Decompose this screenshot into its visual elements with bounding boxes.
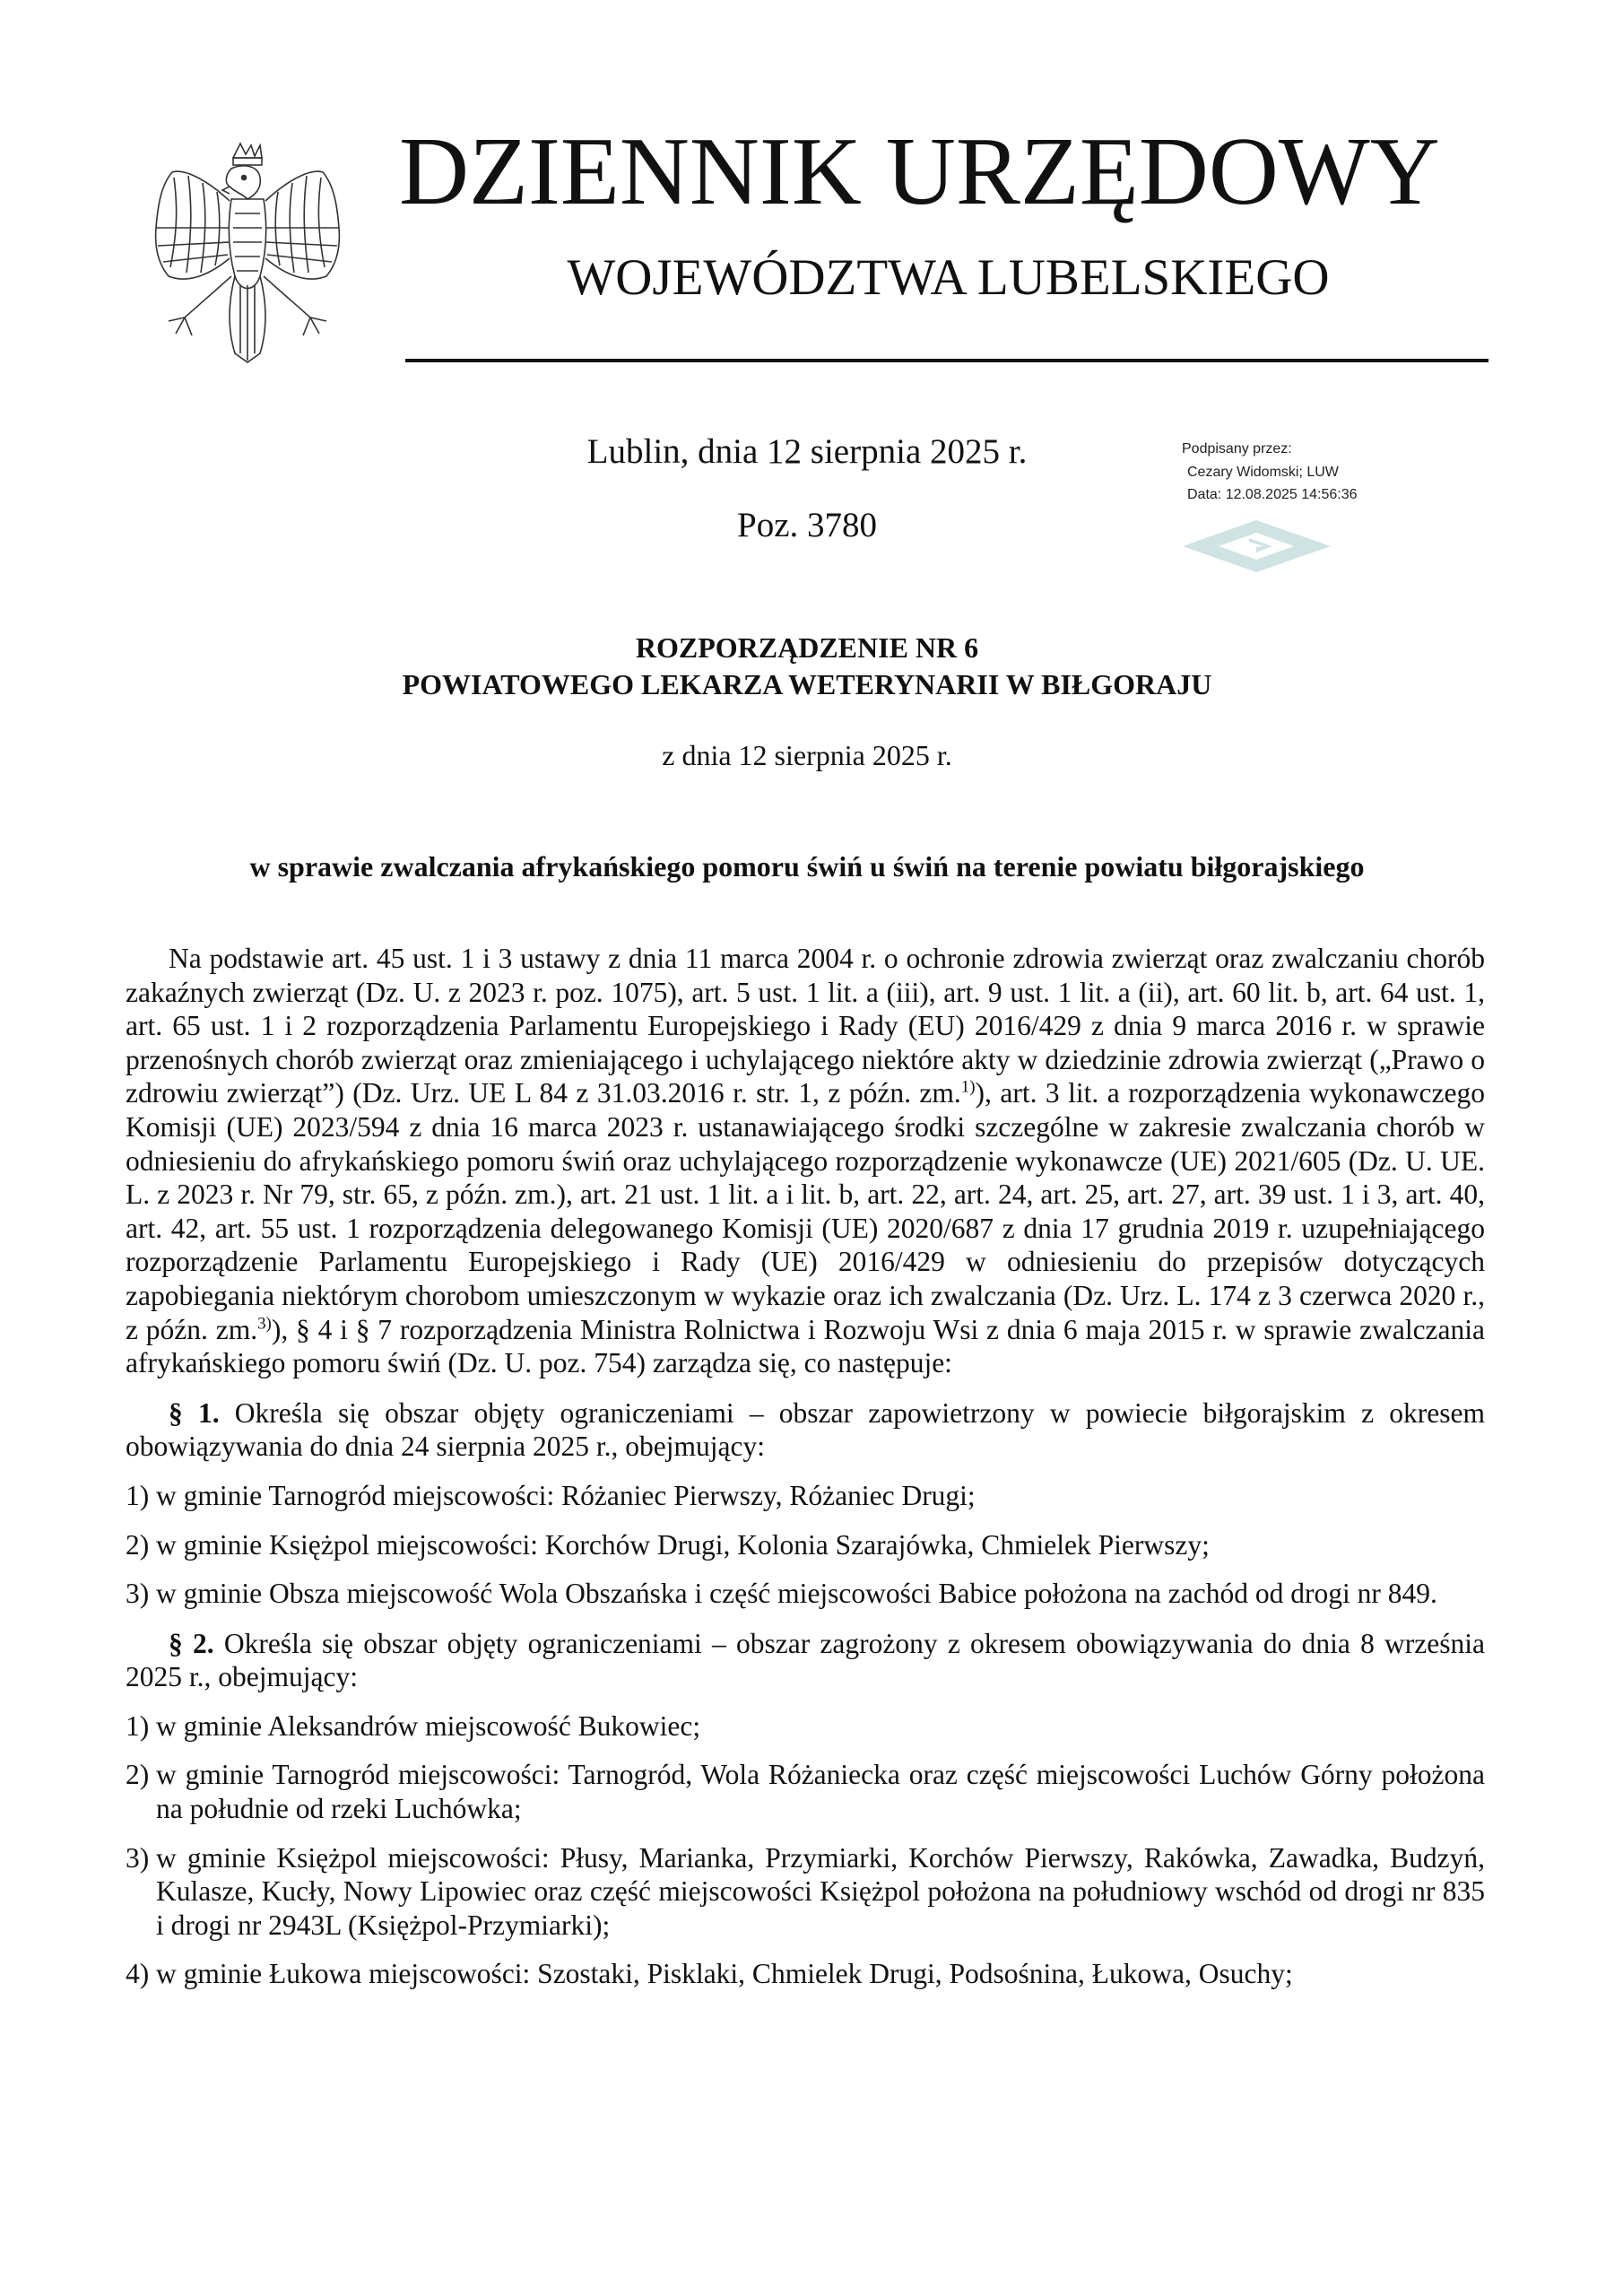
act-date: z dnia 12 sierpnia 2025 r. (662, 739, 952, 771)
list-item-text: w gminie Księżpol miejscowości: Korchów Drugi, Kolonia Szarajówka, Chmielek Pierwszy; (156, 1528, 1210, 1561)
list-item-text: w gminie Obsza miejscowość Wola Obszańska i część miejscowości Babice położona na zachód od drogi nr 849. (156, 1578, 1437, 1610)
list-item (126, 1479, 1485, 1513)
polish-eagle-emblem-icon (142, 142, 353, 366)
list-item-number: 1) (126, 1709, 150, 1742)
list-item (126, 1577, 1485, 1611)
act-type: ROZPORZĄDZENIE NR 6 (635, 631, 979, 664)
section-1-list (126, 1479, 1485, 1611)
list-item-number: 2) (126, 1759, 150, 1791)
position-number: Poz. 3780 (737, 506, 877, 544)
section-1 (126, 1396, 1485, 1464)
signature-signer: Cezary Widomski; LUW (1187, 465, 1339, 480)
list-item-text: w gminie Tarnogród miejscowości: Różaniec Pierwszy, Różaniec Drugi; (156, 1479, 976, 1511)
signature-label: Podpisany przez: (1182, 441, 1292, 457)
list-item (126, 1957, 1485, 1991)
legal-basis-text-2: ), art. 3 lit. a rozporządzenia wykonawczego Komisji (UE) 2023/594 z dnia 16 marca 2023 r. ustanawiającego środki szczególne w zakresie zwalczania chorób w odniesieniu do afrykańskiego pomoru świń oraz uchylającego rozporządzenie wykonawcze (UE) 2021/605 (Dz. U. UE. L. z 2023 r. Nr 79, str. 65, z późn. zm.), art. 21 ust. 1 lit. a i lit. b, art. 22, art. 24, art. 25, art. 27, art. 39 ust. 1 i 3, art. 40, art. 42, art. 55 ust. 1 rozporządzenia delegowanego Komisji (UE) 2020/687 z dnia 17 grudnia 2019 r. uzupełniającego rozporządzenie Parlamentu Europejskiego i Rady (UE) 2016/429 w odniesieniu do przepisów dotyczących zapobiegania niektórym chorobom umieszczonym w wykazie oraz ich zwalczania (Dz. Urz. L. 174 z 3 czerwca 2020 r., z późn. zm. (126, 1077, 1485, 1345)
place-date: Lublin, dnia 12 sierpnia 2025 r. (586, 432, 1028, 471)
list-item-text: w gminie Księżpol miejscowości: Płusy, Marianka, Przymiarki, Korchów Pierwszy, Rakówka, Zawadka, Budzyń, Kulasze, Kucły, Nowy Lipowiec oraz część miejscowości Księżpol położona na południowy wschód od drogi nr 835 i drogi nr 2943L (Księżpol-Przymiarki); (156, 1841, 1485, 1941)
section-mark: § 1. (169, 1396, 220, 1429)
section-2-list (126, 1709, 1485, 1991)
list-item-number: 4) (126, 1958, 150, 1990)
signature-stamp-icon (1183, 520, 1331, 572)
section-mark: § 2. (169, 1627, 214, 1659)
section-text: Określa się obszar objęty ograniczeniami – obszar zapowietrzony w powiecie biłgorajskim z okresem obowiązywania do dnia 24 sierpnia 2025 r., obejmujący: (126, 1396, 1485, 1463)
list-item-text: w gminie Aleksandrów miejscowość Bukowiec; (156, 1709, 701, 1742)
list-item-number: 3) (126, 1841, 150, 1874)
list-item-text: w gminie Tarnogród miejscowości: Tarnogród, Wola Różaniecka oraz część miejscowości Luchów Górny położona na południe od rzeki Luchówka; (156, 1759, 1485, 1825)
act-subject: w sprawie zwalczania afrykańskiego pomoru świń u świń na terenie powiatu biłgorajskiego (249, 850, 1365, 883)
electronic-signature (1168, 438, 1455, 563)
footnote-ref-3: 3) (257, 1314, 272, 1334)
list-item (126, 1758, 1485, 1825)
legal-basis-text-3: ), § 4 i § 7 rozporządzenia Ministra Rolnictwa i Rozwoju Wsi z dnia 6 maja 2015 r. w sprawie zwalczania afrykańskiego pomoru świń (Dz. U. poz. 754) zarządza się, co następuje: (126, 1313, 1485, 1379)
list-item (126, 1841, 1485, 1943)
legal-basis-paragraph (126, 942, 1485, 1380)
list-item (126, 1528, 1485, 1562)
act-issuer: POWIATOWEGO LEKARZA WETERYNARII W BIŁGORAJU (402, 668, 1212, 700)
document-body (126, 942, 1485, 1991)
list-item-number: 1) (126, 1479, 150, 1511)
section-2 (126, 1627, 1485, 1694)
journal-subtitle: WOJEWÓDZTWA LUBELSKIEGO (567, 249, 1330, 306)
legal-basis-text-1: Na podstawie art. 45 ust. 1 i 3 ustawy z dnia 11 marca 2004 r. o ochronie zdrowia zwierząt oraz zwalczaniu chorób zakaźnych zwierząt (Dz. U. z 2023 r. poz. 1075), art. 5 ust. 1 lit. a (iii), art. 9 ust. 1 lit. a (ii), art. 60 lit. b, art. 64 ust. 1, art. 65 ust. 1 i 2 rozporządzenia Parlamentu Europejskiego i Rady (EU) 2016/429 z dnia 9 marca 2016 r. w sprawie przenośnych chorób zwierząt oraz zmieniającego i uchylającego niektóre akty w dziedzinie zdrowia zwierząt („Prawo o zdrowiu zwierząt”) (Dz. Urz. UE L 84 z 31.03.2016 r. str. 1, z późn. zm. (126, 943, 1485, 1109)
list-item-text: w gminie Łukowa miejscowości: Szostaki, Pisklaki, Chmielek Drugi, Podsośnina, Łukowa, Osuchy; (156, 1958, 1293, 1990)
list-item-number: 2) (126, 1528, 150, 1561)
section-text: Określa się obszar objęty ograniczeniami – obszar zagrożony z okresem obowiązywania do dnia 8 września 2025 r., obejmujący: (126, 1627, 1485, 1693)
signature-date: Data: 12.08.2025 14:56:36 (1187, 487, 1358, 502)
list-item-number: 3) (126, 1578, 150, 1610)
journal-title: DZIENNIK URZĘDOWY (399, 118, 1440, 225)
list-item (126, 1709, 1485, 1744)
header-divider (405, 359, 1488, 362)
footnote-ref-1: 1) (960, 1077, 976, 1097)
